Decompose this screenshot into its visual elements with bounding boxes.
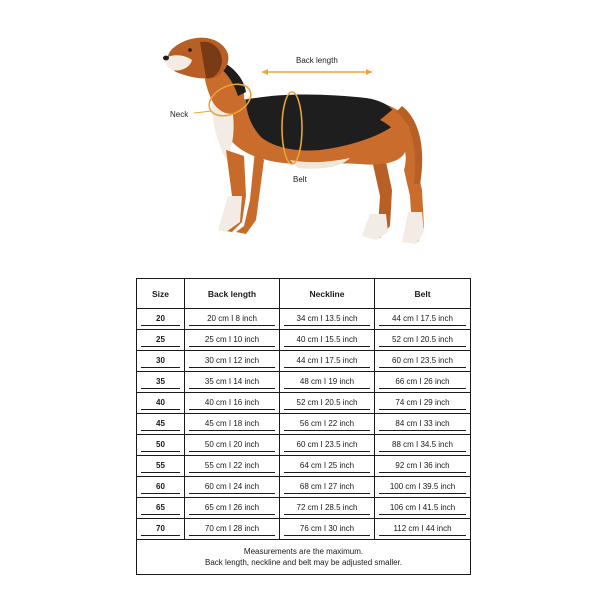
back-length-cell-text: 55 cm I 22 inch — [189, 459, 275, 473]
belt-cell-text: 60 cm I 23.5 inch — [379, 354, 466, 368]
neckline-cell — [280, 309, 375, 330]
belt-cell — [375, 372, 471, 393]
size-cell-text: 55 — [141, 459, 180, 473]
table-header-row — [137, 279, 471, 309]
table-row — [137, 435, 471, 456]
back-length-cell — [185, 435, 280, 456]
belt-cell-text: 106 cm I 41.5 inch — [379, 501, 466, 515]
size-cell — [137, 330, 185, 351]
table-row — [137, 393, 471, 414]
neckline-cell-text: 34 cm I 13.5 inch — [284, 312, 370, 326]
belt-cell-text: 92 cm I 36 inch — [379, 459, 466, 473]
back-length-arrow-left — [262, 69, 268, 75]
neckline-cell — [280, 414, 375, 435]
header-belt: Belt — [375, 279, 471, 309]
belt-cell — [375, 519, 471, 540]
neckline-cell — [280, 498, 375, 519]
table-body — [137, 309, 471, 540]
table-note — [137, 540, 471, 575]
size-cell — [137, 498, 185, 519]
dog-illustration — [0, 0, 610, 260]
size-cell-text: 65 — [141, 501, 180, 515]
belt-cell-text: 100 cm I 39.5 inch — [379, 480, 466, 494]
table-row — [137, 414, 471, 435]
neckline-cell — [280, 519, 375, 540]
neckline-cell-text: 60 cm I 23.5 inch — [284, 438, 370, 452]
neckline-cell — [280, 372, 375, 393]
size-cell-text: 25 — [141, 333, 180, 347]
size-cell-text: 40 — [141, 396, 180, 410]
table-row — [137, 330, 471, 351]
neckline-cell-text: 68 cm I 27 inch — [284, 480, 370, 494]
neckline-cell-text: 56 cm I 22 inch — [284, 417, 370, 431]
neckline-cell-text: 44 cm I 17.5 inch — [284, 354, 370, 368]
belt-cell — [375, 456, 471, 477]
size-cell — [137, 309, 185, 330]
back-length-cell — [185, 330, 280, 351]
size-cell-text: 45 — [141, 417, 180, 431]
belt-cell-text: 44 cm I 17.5 inch — [379, 312, 466, 326]
dog-front-paw — [218, 196, 242, 232]
neck-pointer — [194, 111, 212, 113]
neckline-cell-text: 48 cm I 19 inch — [284, 375, 370, 389]
belt-cell-text: 52 cm I 20.5 inch — [379, 333, 466, 347]
dog-eye — [188, 48, 192, 52]
size-cell — [137, 351, 185, 372]
belt-cell-text: 66 cm I 26 inch — [379, 375, 466, 389]
size-cell — [137, 414, 185, 435]
size-cell — [137, 477, 185, 498]
back-length-cell — [185, 519, 280, 540]
back-length-cell-text: 70 cm I 28 inch — [189, 522, 275, 536]
table-row — [137, 456, 471, 477]
size-cell-text: 70 — [141, 522, 180, 536]
back-length-cell — [185, 456, 280, 477]
belt-cell-text: 74 cm I 29 inch — [379, 396, 466, 410]
dog-nose — [163, 56, 169, 61]
belt-cell — [375, 351, 471, 372]
neckline-cell — [280, 393, 375, 414]
back-length-cell — [185, 414, 280, 435]
neckline-cell-text: 64 cm I 25 inch — [284, 459, 370, 473]
neckline-cell — [280, 351, 375, 372]
belt-cell — [375, 435, 471, 456]
back-length-cell-text: 40 cm I 16 inch — [189, 396, 275, 410]
belt-cell — [375, 393, 471, 414]
size-cell — [137, 435, 185, 456]
size-cell-text: 20 — [141, 312, 180, 326]
dog-hind-paw — [402, 212, 424, 244]
size-cell — [137, 519, 185, 540]
back-length-cell — [185, 372, 280, 393]
belt-cell-text: 112 cm I 44 inch — [379, 522, 466, 536]
belt-cell — [375, 498, 471, 519]
header-back-length: Back length — [185, 279, 280, 309]
note-line-1: Measurements are the maximum. — [243, 547, 364, 556]
back-length-cell — [185, 309, 280, 330]
back-length-cell-text: 25 cm I 10 inch — [189, 333, 275, 347]
table-note-row — [137, 540, 471, 575]
neckline-cell-text: 72 cm I 28.5 inch — [284, 501, 370, 515]
neckline-cell — [280, 330, 375, 351]
back-length-cell-text: 45 cm I 18 inch — [189, 417, 275, 431]
note-line-2: Back length, neckline and belt may be adjusted smaller. — [204, 558, 402, 567]
back-length-cell-text: 30 cm I 12 inch — [189, 354, 275, 368]
back-length-cell-text: 20 cm I 8 inch — [189, 312, 275, 326]
belt-cell — [375, 330, 471, 351]
header-size: Size — [137, 279, 185, 309]
size-cell — [137, 393, 185, 414]
neckline-cell — [280, 477, 375, 498]
back-length-cell-text: 60 cm I 24 inch — [189, 480, 275, 494]
dog-far-hind-paw — [362, 214, 388, 240]
neckline-cell-text: 40 cm I 15.5 inch — [284, 333, 370, 347]
table-row — [137, 372, 471, 393]
table-row — [137, 351, 471, 372]
belt-cell-text: 88 cm I 34.5 inch — [379, 438, 466, 452]
back-length-cell-text: 35 cm I 14 inch — [189, 375, 275, 389]
belt-cell — [375, 477, 471, 498]
back-length-cell — [185, 477, 280, 498]
size-cell-text: 60 — [141, 480, 180, 494]
back-length-cell-text: 50 cm I 20 inch — [189, 438, 275, 452]
back-length-cell — [185, 393, 280, 414]
belt-cell — [375, 414, 471, 435]
size-cell-text: 35 — [141, 375, 180, 389]
belt-cell — [375, 309, 471, 330]
neckline-cell — [280, 435, 375, 456]
neckline-cell-text: 52 cm I 20.5 inch — [284, 396, 370, 410]
table-row — [137, 498, 471, 519]
back-length-label: Back length — [296, 56, 338, 65]
size-cell-text: 30 — [141, 354, 180, 368]
header-neckline: Neckline — [280, 279, 375, 309]
belt-cell-text: 84 cm I 33 inch — [379, 417, 466, 431]
neck-label: Neck — [170, 110, 189, 119]
back-length-cell — [185, 351, 280, 372]
neckline-cell — [280, 456, 375, 477]
back-length-cell-text: 65 cm I 26 inch — [189, 501, 275, 515]
table-row — [137, 309, 471, 330]
size-cell — [137, 372, 185, 393]
size-cell-text: 50 — [141, 438, 180, 452]
size-chart-table — [136, 278, 471, 575]
back-length-arrow-right — [366, 69, 372, 75]
belt-label: Belt — [293, 175, 307, 184]
table-row — [137, 519, 471, 540]
back-length-cell — [185, 498, 280, 519]
size-cell — [137, 456, 185, 477]
table-row — [137, 477, 471, 498]
neckline-cell-text: 76 cm I 30 inch — [284, 522, 370, 536]
